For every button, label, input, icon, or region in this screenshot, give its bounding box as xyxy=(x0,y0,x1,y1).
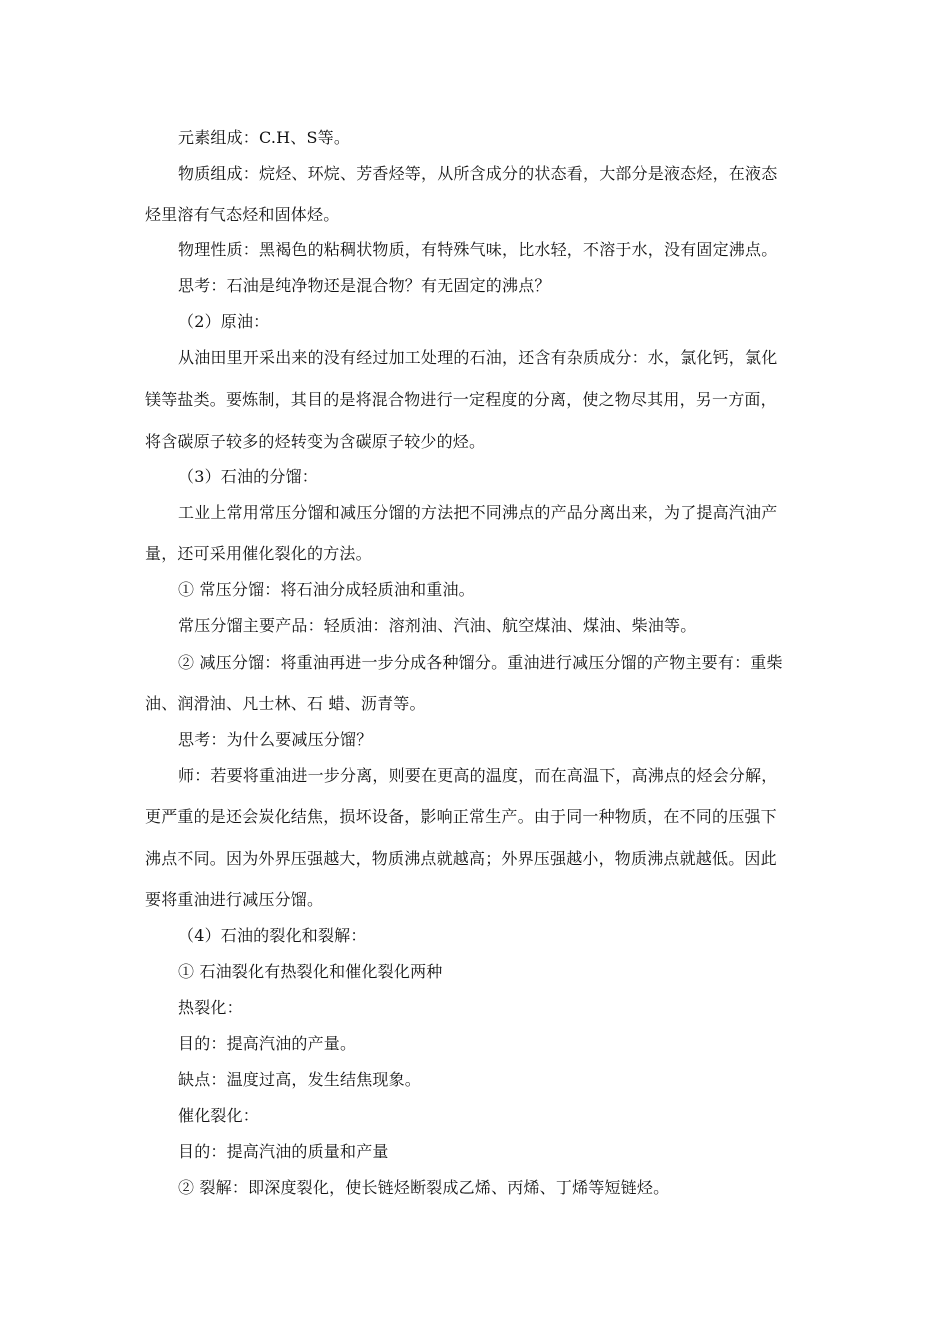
physical-properties-line: 物理性质：黑褐色的粘稠状物质，有特殊气味，比水轻，不溶于水，没有固定沸点。 xyxy=(178,240,778,259)
distillation-paragraph-line: 工业上常用常压分馏和减压分馏的方法把不同沸点的产品分离出来，为了提高汽油产 xyxy=(178,503,778,522)
catalytic-cracking-purpose: 目的：提高汽油的质量和产量 xyxy=(178,1142,389,1161)
crude-oil-paragraph-line: 镁等盐类。要炼制，其目的是将混合物进行一定程度的分离，使之物尽其用，另一方面， xyxy=(145,390,777,409)
substance-composition-cont-line: 烃里溶有气态烃和固体烃。 xyxy=(145,205,340,224)
crude-oil-paragraph-line: 从油田里开采出来的没有经过加工处理的石油，还含有杂质成分：水，氯化钙，氯化 xyxy=(178,348,778,367)
atmospheric-distillation-line: ① 常压分馏：将石油分成轻质油和重油。 xyxy=(178,580,475,599)
pyrolysis-line: ② 裂解：即深度裂化，使长链烃断裂成乙烯、丙烯、丁烯等短链烃。 xyxy=(178,1178,670,1197)
substance-composition-line: 物质组成：烷烃、环烷、芳香烃等，从所含成分的状态看，大部分是液态烃，在液态 xyxy=(178,164,778,183)
element-composition-line: 元素组成：C.H、S等。 xyxy=(178,128,351,147)
teacher-answer-line: 师：若要将重油进一步分离，则要在更高的温度，而在高温下，高沸点的烃会分解， xyxy=(178,766,778,785)
thermal-cracking-purpose: 目的：提高汽油的产量。 xyxy=(178,1034,357,1053)
thermal-cracking-heading: 热裂化： xyxy=(178,998,243,1017)
question-why-vacuum: 思考：为什么要减压分馏？ xyxy=(178,730,373,749)
vacuum-distillation-line: ② 减压分馏：将重油再进一步分成各种馏分。重油进行减压分馏的产物主要有：重柴 xyxy=(178,653,783,672)
distillation-paragraph-line: 量，还可采用催化裂化的方法。 xyxy=(145,544,372,563)
crude-oil-paragraph-line: 将含碳原子较多的烃转变为含碳原子较少的烃。 xyxy=(145,432,486,451)
atmospheric-products-line: 常压分馏主要产品：轻质油：溶剂油、汽油、航空煤油、煤油、柴油等。 xyxy=(178,616,697,635)
thermal-cracking-drawback: 缺点：温度过高，发生结焦现象。 xyxy=(178,1070,422,1089)
teacher-answer-line: 要将重油进行减压分馏。 xyxy=(145,890,324,909)
section-heading-fractional-distillation: （3）石油的分馏： xyxy=(178,467,318,486)
catalytic-cracking-heading: 催化裂化： xyxy=(178,1106,260,1125)
teacher-answer-line: 沸点不同。因为外界压强越大，物质沸点就越高；外界压强越小，物质沸点就越低。因此 xyxy=(145,849,777,868)
teacher-answer-line: 更严重的是还会炭化结焦，损坏设备，影响正常生产。由于同一种物质，在不同的压强下 xyxy=(145,807,777,826)
vacuum-distillation-cont-line: 油、润滑油、凡士林、石 蜡、沥青等。 xyxy=(145,694,426,713)
section-heading-crude-oil: （2）原油： xyxy=(178,312,270,331)
cracking-types-line: ① 石油裂化有热裂化和催化裂化两种 xyxy=(178,962,443,981)
section-heading-cracking: （4）石油的裂化和裂解： xyxy=(178,926,367,945)
question-pure-or-mixture: 思考：石油是纯净物还是混合物？有无固定的沸点？ xyxy=(178,276,551,295)
